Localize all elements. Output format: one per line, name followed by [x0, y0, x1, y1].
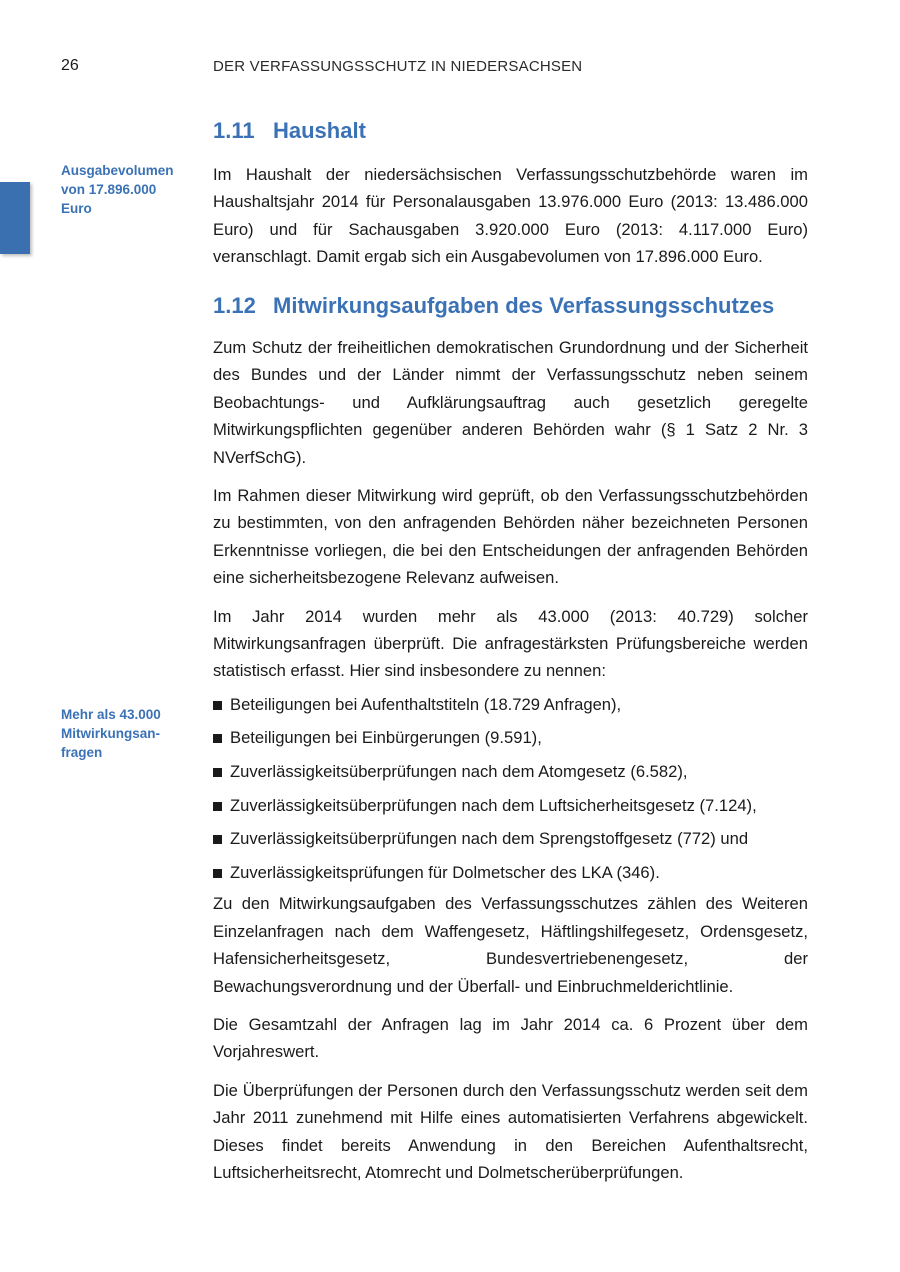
section-1-11 [213, 117, 808, 271]
bullet-square-icon [213, 869, 222, 878]
margin-note-line: fragen [61, 745, 103, 760]
running-header: DER VERFASSUNGSSCHUTZ IN NIEDERSACHSEN [213, 58, 583, 75]
paragraph-4: Zu den Mitwirkungsaufgaben des Verfassungsschutzes zählen des Weiteren Einzelanfragen nach dem Waffengesetz, Häftlingshilfegesetz, Ordensgesetz, Hafensicherheitsgesetz, Bundesvertriebenengesetz, der Bewachungsverordnung und der Überfall- und Einbruchmelderichtlinie. [213, 894, 808, 996]
paragraph-6: Die Überprüfungen der Personen durch den Verfassungsschutz werden seit dem Jahr 2011 zunehmend mit Hilfe eines automatisierten Verfahrens abgewickelt. Dieses findet bereits Anwendung in den Bereichen Aufenthaltsrecht, Luftsicherheitsrecht, Atomrecht und Dolmetscherüberprüfungen. [213, 1080, 808, 1183]
list-item-text: Beteiligungen bei Einbürgerungen (9.591), [230, 728, 542, 748]
section-heading-1-11 [213, 117, 808, 145]
list-item [213, 822, 808, 856]
paragraph-3: Im Jahr 2014 wurden mehr als 43.000 (2013: 40.729) solcher Mitwirkungsanfragen überprüft. Die anfragestärksten Prüfungsbereiche werden statistisch erfasst. Hier sind insbesondere zu nennen: [213, 606, 808, 681]
margin-note-line: Mitwirkungsan- [61, 726, 161, 741]
list-item [213, 721, 808, 755]
paragraph-2: Im Rahmen dieser Mitwirkung wird geprüft, ob den Verfassungsschutzbehörden zu bestimmten, von den anfragenden Behörden näher bezeichneten Personen Erkenntnisse vorliegen, die bei den Entscheidungen der anfragenden Behörden eine sicherheitsbezogene Relevanz aufweisen. [213, 486, 808, 588]
section-title: Haushalt [273, 118, 366, 143]
page-number: 26 [61, 57, 79, 74]
bullet-square-icon [213, 734, 222, 743]
budget-paragraph: Im Haushalt der niedersächsischen Verfassungsschutzbehörde waren im Haushaltsjahr 2014 für Personalausgaben 13.976.000 Euro (2013: 13.486.000 Euro) und für Sachausgaben 3.920.000 Euro (2013: 4.117.000 Euro) veranschlagt. Damit ergab sich ein Ausgabevolumen von 17.896.000 Euro. [213, 165, 808, 267]
bullet-square-icon [213, 701, 222, 710]
section-number: 1.11 [213, 118, 255, 143]
margin-note-budget [61, 161, 191, 218]
section-number: 1.12 [213, 293, 256, 318]
margin-note-line: Mehr als 43.000 [61, 707, 161, 722]
list-item-text: Zuverlässigkeitsüberprüfungen nach dem Sprengstoffgesetz (772) und [230, 829, 749, 849]
chapter-tab-marker [0, 182, 30, 254]
list-item [213, 688, 808, 722]
list-item [213, 856, 808, 890]
list-item [213, 789, 808, 823]
list-item-text: Beteiligungen bei Aufenthaltstiteln (18.729 Anfragen), [230, 694, 622, 714]
section-heading-1-12 [213, 292, 808, 320]
bullet-square-icon [213, 768, 222, 777]
list-item [213, 755, 808, 789]
section-title: Mitwirkungsaufgaben des Verfassungsschutzes [273, 293, 775, 318]
paragraph-1: Zum Schutz der freiheitlichen demokratischen Grundordnung und der Sicherheit des Bundes und der Länder nimmt der Verfassungsschutz neben seinem Beobachtungs- und Aufklärungsauftrag auch gesetzlich geregelte Mitwirkungspflichten gegenüber anderen Behörden wahr (§ 1 Satz 2 Nr. 3 NVerfSchG). [213, 338, 808, 467]
list-item-text: Zuverlässigkeitsprüfungen für Dolmetscher des LKA (346). [230, 862, 660, 882]
section-1-12 [213, 292, 808, 1187]
margin-note-line: von 17.896.000 [61, 182, 157, 197]
list-item-text: Zuverlässigkeitsüberprüfungen nach dem Luftsicherheitsgesetz (7.124), [230, 795, 757, 815]
margin-note-line: Ausgabevolumen [61, 163, 174, 178]
margin-note-line: Euro [61, 201, 92, 216]
margin-note-requests [61, 705, 191, 762]
bullet-square-icon [213, 835, 222, 844]
paragraph-5: Die Gesamtzahl der Anfragen lag im Jahr 2014 ca. 6 Prozent über dem Vorjahreswert. [213, 1015, 808, 1062]
request-categories-list [213, 688, 808, 890]
bullet-square-icon [213, 802, 222, 811]
list-item-text: Zuverlässigkeitsüberprüfungen nach dem Atomgesetz (6.582), [230, 762, 688, 782]
